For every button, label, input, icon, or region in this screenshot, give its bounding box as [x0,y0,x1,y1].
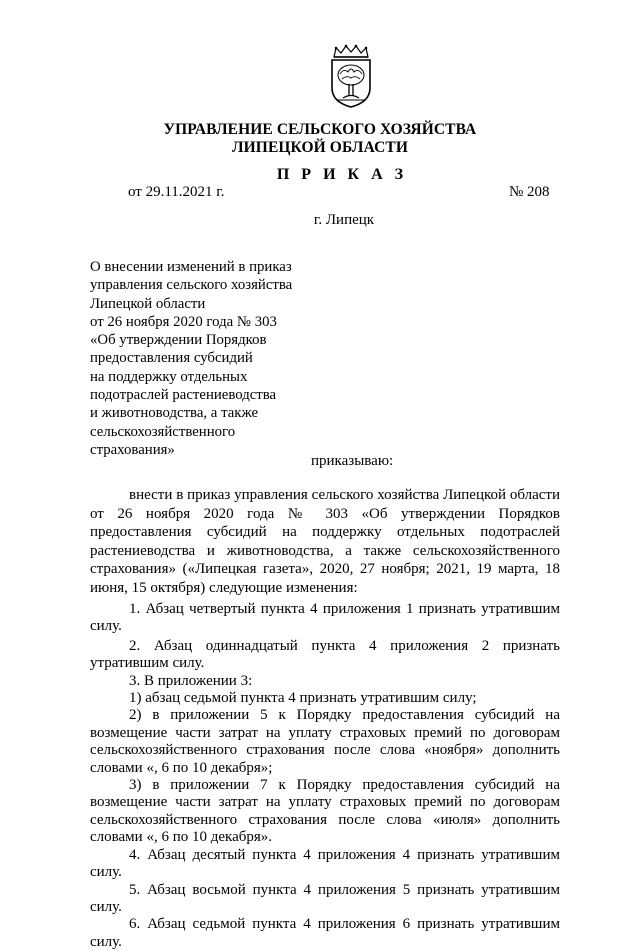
subject-line: предоставления субсидий [90,350,253,367]
organization-name-line2: ЛИПЕЦКОЙ ОБЛАСТИ [232,139,408,156]
amendment-item: 1. Абзац четвертый пункта 4 приложения 1 признать утратившим силу. [90,601,560,635]
subject-line: О внесении изменений в приказ [90,259,292,275]
subject-line: «Об утверждении Порядков [90,332,267,349]
subject-line: от 26 ноября 2020 года № 303 [90,313,277,330]
amendment-item: 2) в приложении 5 к Порядку предоставления субсидий на возмещение части затрат на уплату страховых премий по договорам сельскохозяйственного страхования после слова «ноября» дополнить словами «, 6 по 10 декабря»; [90,707,560,776]
lipetsk-coat-of-arms-icon [326,44,376,108]
document-city: г. Липецк [313,212,375,228]
document-subject [90,258,320,459]
amendments-list [90,601,560,951]
amendment-item: 3. В приложении 3: [129,672,253,689]
amendment-item: 5. Абзац восьмой пункта 4 приложения 5 признать утратившим силу. [90,881,560,915]
subject-line: и животноводства, а также [90,405,259,422]
amendment-item: 1) абзац седьмой пункта 4 признать утратившим силу; [129,690,477,707]
subject-line: подотраслей растениеводства [90,387,277,404]
subject-line: на поддержку отдельных [90,368,248,385]
subject-line: сельскохозяйственного [90,423,236,440]
document-date: от 29.11.2021 г. [128,184,225,200]
amendment-item: 2. Абзац одиннадцатый пункта 4 приложения 2 признать утратившим силу. [90,637,560,672]
organization-name-line1: УПРАВЛЕНИЕ СЕЛЬСКОГО ХОЗЯЙСТВА [163,121,477,138]
subject-line: Липецкой области [90,295,206,312]
subject-line: страхования» [90,441,175,458]
amendment-item: 3) в приложении 7 к Порядку предоставления субсидий на возмещение части затрат на уплату страховых премий по договорам сельскохозяйственного страхования после слова «июля» дополнить словами «, 6 по 10 декабря». [90,777,560,846]
subject-line: управления сельского хозяйства [90,277,293,294]
amendment-item: 4. Абзац десятый пункта 4 приложения 4 признать утратившим силу. [90,846,560,881]
body-intro-paragraph: внести в приказ управления сельского хозяйства Липецкой области от 26 ноября 2020 года № 303 «Об утверждении Порядков предоставления субсидий на поддержку отдельных подотраслей растениеводства и животноводства, а также сельскохозяйственного страхования» («Липецкая газета», 2020, 27 ноября; 2021, 19 марта, 18 июня, 15 октября) следующие изменения: [90,487,560,596]
document-number: № 208 [509,184,550,200]
decree-word: приказываю: [311,453,394,469]
document-type-title: П Р И К А З [276,166,408,183]
amendment-item: 6. Абзац седьмой пункта 4 приложения 6 признать утратившим силу. [90,916,560,950]
